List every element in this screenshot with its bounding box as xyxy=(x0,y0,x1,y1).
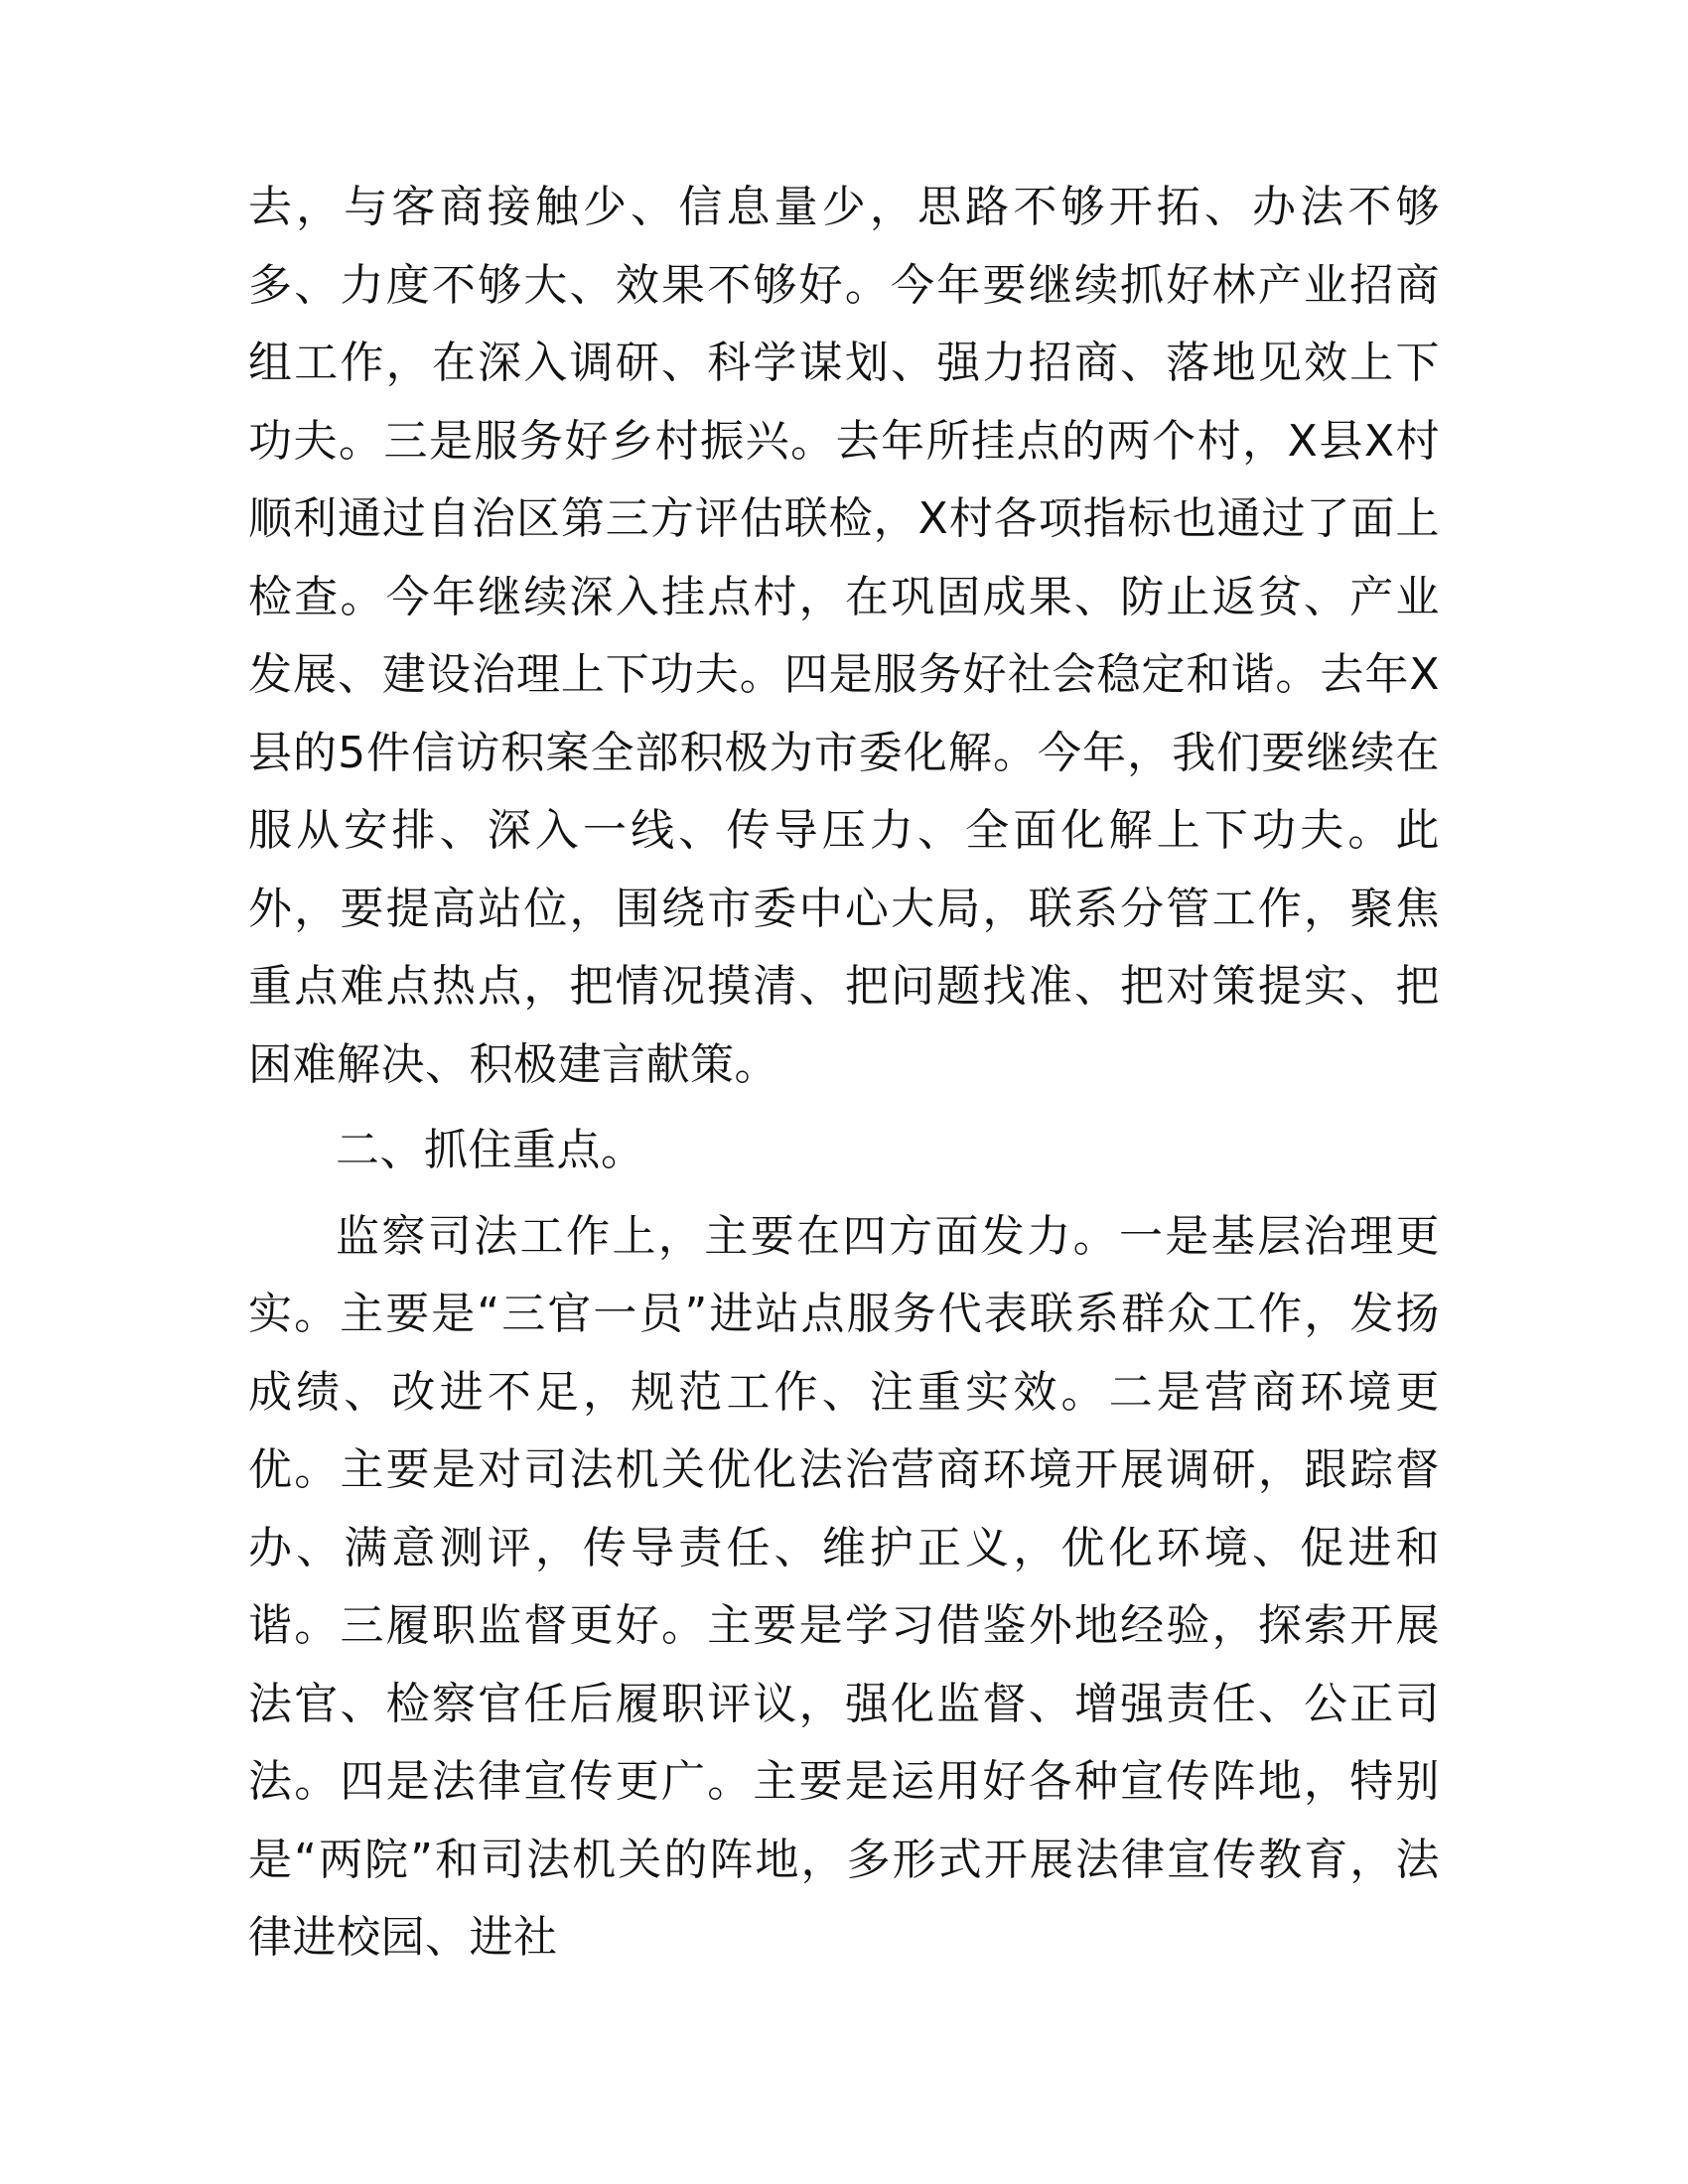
section-heading: 二、抓住重点。 xyxy=(336,1125,645,1175)
paragraph-continuation: 去，与客商接触少、信息量少，思路不够开拓、办法不够多、力度不够大、效果不够好。今年要继续抓好林产业招商组工作，在深入调研、科学谋划、强力招商、落地见效上下功夫。三是服务好乡村振兴。去年所挂点的两个村，X县X村顺利通过自治区第三方评估联检，X村各项指标也通过了面上检查。今年继续深入挂点村，在巩固成果、防止返贫、产业发展、建设治理上下功夫。四是服务好社会稳定和谐。去年X县的5件信访积案全部积极为市委化解。今年，我们要继续在服从安排、深入一线、传导压力、全面化解上下功夫。此外，要提高站位，围绕市委中心大局，联系分管工作，聚焦重点难点热点，把情况摸清、把问题找准、把对策提实、把困难解决、积极建言献策。 xyxy=(248,182,1440,1090)
document-body xyxy=(248,169,1440,1978)
paragraph-supervision-judicial: 监察司法工作上，主要在四方面发力。一是基层治理更实。主要是“三官一员”进站点服务代表联系群众工作，发扬成绩、改进不足，规范工作、注重实效。二是营商环境更优。主要是对司法机关优化法治营商环境开展调研，跟踪督办、满意测评，传导责任、维护正义，优化环境、促进和谐。三履职监督更好。主要是学习借鉴外地经验，探索开展法官、检察官任后履职评议，强化监督、增强责任、公正司法。四是法律宣传更广。主要是运用好各种宣传阵地，特别是“两院”和司法机关的阵地，多形式开展法律宣传教育，法律进校园、进社 xyxy=(248,1210,1440,1963)
